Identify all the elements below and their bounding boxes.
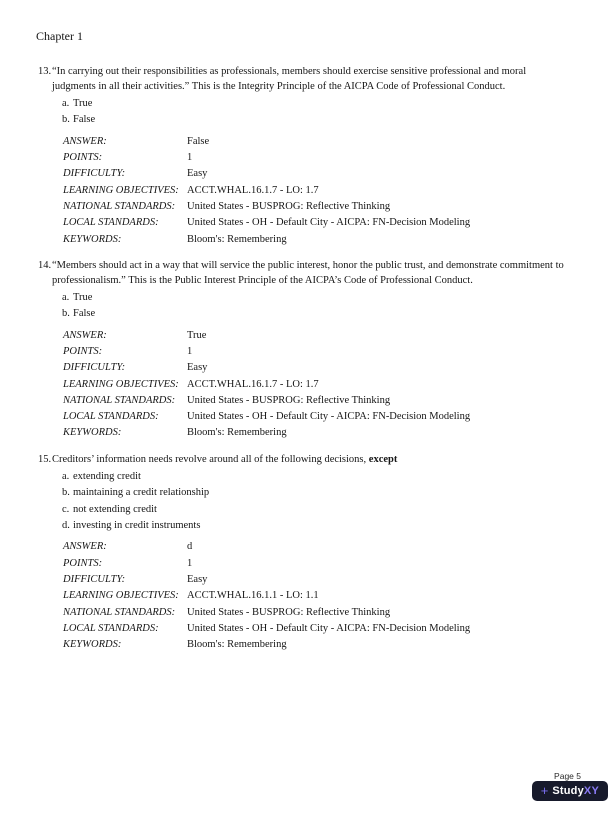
meta-value: United States - OH - Default City - AICPA: FN-Decision Modeling — [187, 411, 471, 423]
meta-label: POINTS: — [63, 346, 103, 357]
question-text — [52, 452, 572, 467]
meta-value: United States - BUSPROG: Reflective Thinking — [187, 201, 391, 212]
meta-label: POINTS: — [63, 152, 103, 164]
studyxy-badge — [532, 781, 608, 801]
meta-row-answer — [63, 328, 572, 344]
meta-row-difficulty — [63, 360, 572, 376]
meta-row-points — [63, 150, 572, 166]
meta-value: 1 — [187, 152, 193, 164]
question-text-main: “In carrying out their responsibilities as professionals, members should exercise sensitive professional and moral judgments in all their activities.” This is the Integrity Principle of the AICPA Code of Professional Conduct. — [52, 66, 527, 92]
brand-name-primary: Study — [552, 785, 584, 797]
meta-value: Bloom's: Remembering — [187, 427, 287, 439]
meta-value: d — [187, 541, 193, 553]
question-text — [52, 258, 572, 288]
question-number: 13. — [38, 66, 52, 77]
meta-label: LEARNING OBJECTIVES: — [63, 184, 179, 196]
question-number: 14. — [38, 259, 52, 271]
meta-label: NATIONAL STANDARDS: — [63, 394, 176, 406]
meta-value: ACCT.WHAL.16.1.7 - LO: 1.7 — [187, 184, 319, 196]
option-a — [62, 290, 572, 306]
question-13 — [38, 64, 572, 248]
question-text-main: Creditors’ information needs revolve around all of the following decisions, — [52, 453, 369, 465]
answer-meta-table — [63, 539, 572, 653]
meta-row-local-standards — [63, 621, 572, 637]
meta-value: 1 — [187, 557, 193, 569]
meta-label: KEYWORDS: — [63, 639, 122, 651]
meta-row-learning-objectives — [63, 183, 572, 199]
meta-row-national-standards — [63, 605, 572, 621]
meta-label: KEYWORDS: — [63, 233, 122, 245]
meta-label: NATIONAL STANDARDS: — [63, 606, 176, 618]
meta-value: 1 — [187, 346, 193, 357]
question-body — [52, 64, 572, 248]
question-number: 15. — [38, 453, 52, 465]
meta-row-difficulty — [63, 572, 572, 588]
option-b — [62, 485, 572, 501]
meta-label: ANSWER: — [63, 329, 107, 341]
option-letter: c. — [62, 503, 70, 515]
answer-meta-table — [63, 134, 572, 248]
option-b — [62, 306, 572, 322]
option-letter: a. — [62, 291, 70, 303]
brand-name-accent: XY — [583, 785, 599, 797]
option-letter: b. — [62, 487, 70, 499]
options-list — [62, 290, 572, 323]
brand-name — [552, 785, 599, 797]
meta-label: ANSWER: — [63, 135, 107, 147]
meta-value: United States - OH - Default City - AICPA: FN-Decision Modeling — [187, 217, 471, 229]
option-letter: a. — [62, 470, 70, 482]
meta-value: ACCT.WHAL.16.1.1 - LO: 1.1 — [187, 590, 319, 602]
meta-value: United States - OH - Default City - AICPA: FN-Decision Modeling — [187, 622, 471, 634]
option-a — [62, 469, 572, 485]
page-number: Page 5 — [554, 771, 581, 781]
meta-row-learning-objectives — [63, 377, 572, 393]
meta-value: Bloom's: Remembering — [187, 639, 287, 651]
meta-row-points — [63, 556, 572, 572]
meta-value: United States - BUSPROG: Reflective Thinking — [187, 606, 391, 618]
meta-row-answer — [63, 539, 572, 555]
option-text: True — [73, 291, 93, 303]
option-text: False — [73, 114, 96, 126]
option-a — [62, 96, 572, 112]
question-text-main: “Members should act in a way that will service the public interest, honor the public trust, and demonstrate commitment to professionalism.” This is the Public Interest Principle of the AICPA’s Code of Professional Conduct. — [52, 259, 564, 286]
option-letter: a. — [62, 98, 70, 109]
option-c — [62, 502, 572, 518]
question-15 — [38, 452, 572, 654]
meta-label: ANSWER: — [63, 541, 107, 553]
chapter-title: Chapter 1 — [36, 29, 83, 43]
options-list — [62, 469, 572, 535]
meta-row-keywords — [63, 637, 572, 653]
meta-value: False — [187, 135, 210, 147]
meta-value: Easy — [187, 168, 208, 180]
option-d — [62, 518, 572, 534]
question-14 — [38, 258, 572, 442]
options-list — [62, 96, 572, 129]
meta-row-points — [63, 344, 572, 360]
meta-row-keywords — [63, 425, 572, 441]
plus-icon: + — [540, 783, 549, 798]
meta-row-local-standards — [63, 409, 572, 425]
meta-label: LOCAL STANDARDS: — [63, 217, 159, 229]
meta-row-difficulty — [63, 166, 572, 182]
meta-label: LOCAL STANDARDS: — [63, 622, 159, 634]
meta-label: DIFFICULTY: — [63, 168, 126, 180]
option-text: True — [73, 98, 93, 109]
meta-label: LEARNING OBJECTIVES: — [63, 590, 179, 602]
meta-row-keywords — [63, 232, 572, 248]
meta-value: Easy — [187, 362, 208, 374]
question-text — [52, 64, 572, 94]
meta-value: United States - BUSPROG: Reflective Thinking — [187, 394, 391, 406]
meta-label: DIFFICULTY: — [63, 574, 126, 585]
meta-row-answer — [63, 134, 572, 150]
question-body — [52, 258, 572, 442]
meta-label: KEYWORDS: — [63, 427, 122, 439]
meta-row-learning-objectives — [63, 588, 572, 604]
meta-label: LEARNING OBJECTIVES: — [63, 378, 179, 390]
meta-value: True — [187, 329, 207, 341]
option-text: not extending credit — [73, 503, 157, 515]
option-text: maintaining a credit relationship — [73, 487, 210, 499]
meta-label: LOCAL STANDARDS: — [63, 411, 159, 423]
meta-label: NATIONAL STANDARDS: — [63, 201, 176, 212]
option-letter: d. — [62, 520, 70, 531]
meta-value: Easy — [187, 574, 208, 585]
answer-meta-table — [63, 328, 572, 442]
meta-row-national-standards — [63, 393, 572, 409]
option-letter: b. — [62, 308, 70, 320]
option-text: False — [73, 308, 96, 320]
meta-row-national-standards — [63, 199, 572, 215]
option-letter: b. — [62, 114, 70, 126]
meta-label: DIFFICULTY: — [63, 362, 126, 374]
meta-label: POINTS: — [63, 557, 103, 569]
meta-row-local-standards — [63, 215, 572, 231]
meta-value: ACCT.WHAL.16.1.7 - LO: 1.7 — [187, 378, 319, 390]
option-b — [62, 112, 572, 128]
question-text-bold: except — [368, 453, 398, 465]
meta-value: Bloom's: Remembering — [187, 233, 287, 245]
option-text: extending credit — [73, 470, 141, 482]
question-body — [52, 452, 572, 654]
option-text: investing in credit instruments — [73, 520, 201, 531]
